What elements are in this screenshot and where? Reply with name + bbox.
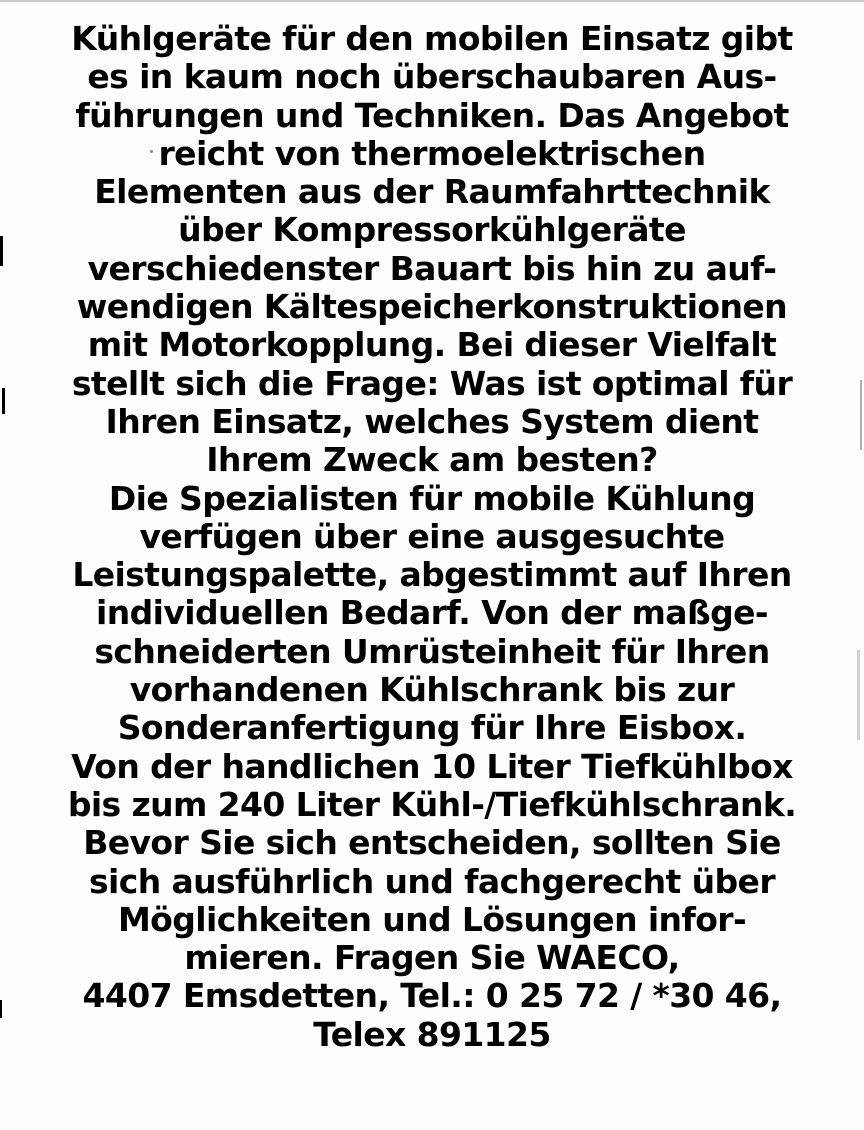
text-line: mieren. Fragen Sie WAECO, [184, 938, 680, 978]
text-line: vorhandenen Kühlschrank bis zur [129, 670, 735, 710]
text-line: bis zum 240 Liter Kühl-/Tiefkühlschrank. [67, 784, 797, 824]
text-line: Leistungspalette, abgestimmt auf Ihren [72, 555, 792, 595]
text-line: Elementen aus der Raumfahrttechnik [94, 172, 770, 212]
text-line: mit Motorkopplung. Bei dieser Vielfalt [87, 325, 777, 365]
scan-artifact [857, 650, 860, 740]
text-line: Die Spezialisten für mobile Kühlung [108, 478, 756, 518]
text-line: Kühlgeräte für den mobilen Einsatz gibt [71, 19, 793, 58]
text-line: sich ausführlich und fachgerecht über [88, 861, 775, 901]
text-line: Ihrem Zweck am besten? [206, 440, 658, 480]
scan-artifact [0, 1000, 2, 1018]
text-line: wendigen Kältespeicherkonstruktionen [76, 287, 788, 327]
text-line: Telex 891125 [313, 1014, 551, 1054]
top-edge-rule [0, 0, 864, 2]
text-line: stellt sich die Frage: Was ist optimal für [71, 363, 793, 403]
text-line: Bevor Sie sich entscheiden, sollten Sie [83, 823, 781, 863]
text-line: individuellen Bedarf. Von der maßge- [96, 593, 768, 633]
text-line: verfügen über eine ausgesuchte [139, 516, 725, 556]
text-line: Ihren Einsatz, welches System dient [105, 401, 759, 441]
text-line: Sonderanfertigung für Ihre Eisbox. [117, 708, 747, 748]
scan-artifact [860, 380, 862, 450]
text-line: reicht von thermoelektrischen [158, 133, 706, 173]
text-line: über Kompressorkühlgeräte [178, 210, 686, 250]
text-line: 4407 Emsdetten, Tel.: 0 25 72 / *30 46, [82, 976, 782, 1016]
scan-artifact [0, 236, 3, 266]
body-text [20, 20, 844, 1054]
text-line: schneiderten Umrüsteinheit für Ihren [94, 631, 770, 671]
scan-artifact [2, 388, 5, 414]
text-line: es in kaum noch überschaubaren Aus- [87, 57, 777, 97]
text-line: verschiedenster Bauart bis hin zu auf- [87, 248, 777, 288]
text-line: führungen und Techniken. Das Angebot [75, 95, 789, 135]
scan-artifact [150, 150, 153, 153]
text-line: Von der handlichen 10 Liter Tiefkühlbox [71, 746, 793, 786]
text-line: Möglichkeiten und Lösungen infor- [117, 899, 747, 939]
